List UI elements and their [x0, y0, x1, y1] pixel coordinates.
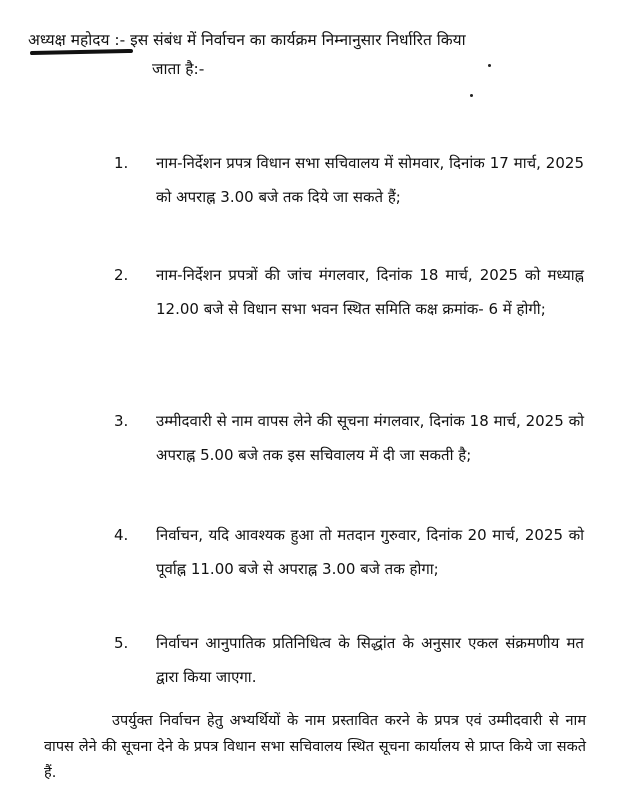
stray-mark — [488, 64, 491, 67]
heading-text-line2: जाता है:- — [152, 60, 205, 78]
item-text: निर्वाचन, यदि आवश्यक हुआ तो मतदान गुरुवार, दिनांक 20 मार्च, 2025 को पूर्वाह्न 11.00 बजे से अपराह्न 3.00 बजे तक होगा; — [156, 526, 584, 578]
item-number: 1. — [114, 154, 129, 172]
item-text: नाम-निर्देशन प्रपत्र विधान सभा सचिवालय में सोमवार, दिनांक 17 मार्च, 2025 को अपराह्न 3.00 बजे तक दिये जा सकते हैं; — [156, 154, 584, 206]
item-number: 5. — [114, 634, 129, 652]
heading-separator: :- — [114, 31, 126, 49]
item-number: 3. — [114, 412, 129, 430]
item-text: उम्मीदवारी से नाम वापस लेने की सूचना मंगलवार, दिनांक 18 मार्च, 2025 को अपराह्न 5.00 बजे तक इस सचिवालय में दी जा सकती है; — [156, 412, 584, 464]
stray-mark — [470, 94, 473, 97]
speaker-underline — [30, 49, 133, 55]
heading-text-line1: इस संबंध में निर्वाचन का कार्यक्रम निम्नानुसार निर्धारित किया — [130, 31, 466, 49]
closing-paragraph: उपर्युक्त निर्वाचन हेतु अभ्यर्थियों के नाम प्रस्तावित करने के प्रपत्र एवं उम्मीदवारी से नाम वापस लेने की सूचना देने के प्रपत्र विधान सभा सचिवालय स्थित सूचना कार्यालय से प्राप्त किये जा सकते हैं. — [44, 713, 586, 781]
item-number: 2. — [114, 266, 129, 284]
item-text: निर्वाचन आनुपातिक प्रतिनिधित्व के सिद्धांत के अनुसार एकल संक्रमणीय मत द्वारा किया जाएगा. — [156, 634, 584, 686]
item-text: नाम-निर्देशन प्रपत्रों की जांच मंगलवार, दिनांक 18 मार्च, 2025 को मध्याह्न 12.00 बजे से विधान सभा भवन स्थित समिति कक्ष क्रमांक- 6 में होगी; — [156, 266, 584, 318]
speaker-label — [28, 28, 109, 52]
item-number: 4. — [114, 526, 129, 544]
heading — [28, 28, 598, 52]
speaker-text: अध्यक्ष महोदय — [28, 31, 110, 49]
